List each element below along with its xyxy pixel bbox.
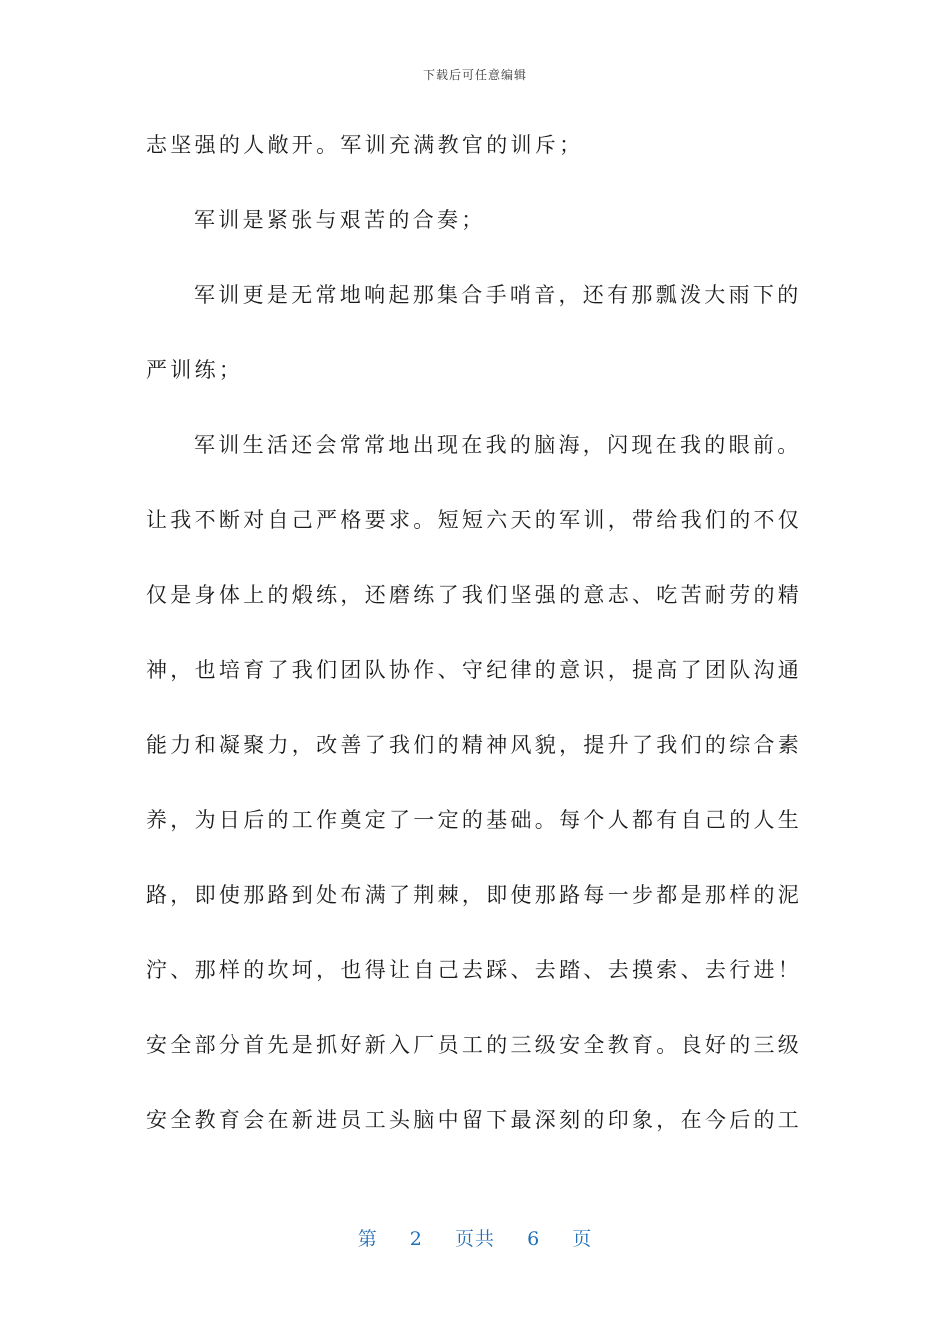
page-label-prefix: 第	[357, 1228, 378, 1250]
page-number-footer	[0, 1224, 950, 1251]
page-header: 下载后可任意编辑	[422, 68, 527, 82]
paragraph-line: 安全教育会在新进员工头脑中留下最深刻的印象，在今后的工	[146, 1108, 803, 1132]
page-label-middle: 页共	[454, 1228, 495, 1250]
paragraph-line: 养，为日后的工作奠定了一定的基础。每个人都有自己的人生	[146, 808, 803, 832]
paragraph-line: 能力和凝聚力，改善了我们的精神风貌，提升了我们的综合素	[146, 733, 803, 757]
paragraph-line: 路，即使那路到处布满了荆棘，即使那路每一步都是那样的泥	[146, 883, 803, 907]
paragraph-line: 严训练；	[146, 358, 244, 382]
paragraph-line: 仅是身体上的煅练，还磨练了我们坚强的意志、吃苦耐劳的精	[146, 583, 803, 607]
document-body	[146, 124, 806, 1174]
paragraph-line: 军训更是无常地响起那集合手哨音，还有那瓢泼大雨下的	[194, 283, 802, 307]
paragraph-line: 让我不断对自己严格要求。短短六天的军训，带给我们的不仅	[146, 508, 803, 532]
paragraph-line: 泞、那样的坎坷，也得让自己去踩、去踏、去摸索、去行进！	[146, 958, 803, 982]
current-page-number: 2	[409, 1228, 423, 1250]
paragraph-line: 军训是紧张与艰苦的合奏；	[194, 208, 486, 232]
paragraph-line: 神，也培育了我们团队协作、守纪律的意识，提高了团队沟通	[146, 658, 803, 682]
total-pages-number: 6	[527, 1228, 541, 1250]
paragraph-line: 军训生活还会常常地出现在我的脑海，闪现在我的眼前。	[194, 433, 802, 457]
page-label-suffix: 页	[572, 1228, 593, 1250]
paragraph-line: 安全部分首先是抓好新入厂员工的三级安全教育。良好的三级	[146, 1033, 803, 1057]
paragraph-line: 志坚强的人敞开。军训充满教官的训斥；	[146, 133, 584, 157]
